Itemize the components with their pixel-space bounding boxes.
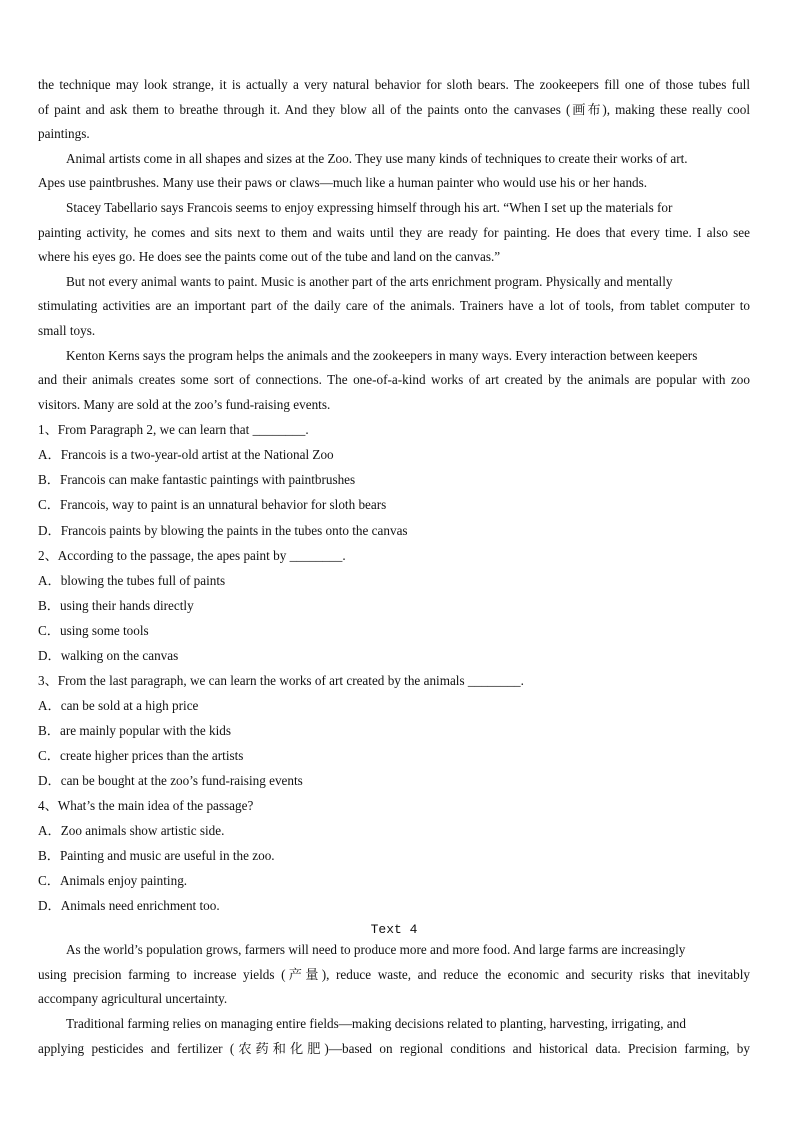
text-line: paintings. bbox=[38, 126, 90, 142]
answer-option: B．are mainly popular with the kids bbox=[38, 722, 232, 738]
text-line: Kenton Kerns says the program helps the animals and the zookeepers in many ways. Every interaction between keepers bbox=[66, 347, 698, 363]
text-line: Traditional farming relies on managing entire fields—making decisions related to planting, harvesting, irrigating, and bbox=[66, 1016, 686, 1032]
answer-option: B．Francois can make fantastic paintings with paintbrushes bbox=[38, 472, 356, 488]
answer-option: B．using their hands directly bbox=[38, 597, 194, 613]
section-title: Text 4 bbox=[370, 922, 418, 938]
answer-option: A．Francois is a two-year-old artist at the National Zoo bbox=[38, 447, 334, 463]
answer-option: D．Francois paints by blowing the paints in the tubes onto the canvas bbox=[38, 522, 408, 538]
text-line: But not every animal wants to paint. Music is another part of the arts enrichment program. Physically and mentally bbox=[66, 273, 673, 289]
text-line: visitors. Many are sold at the zoo’s fund-raising events. bbox=[38, 396, 331, 412]
question-stem: 3、From the last paragraph, we can learn the works of art created by the animals ________. bbox=[38, 672, 524, 688]
question-stem: 4、What’s the main idea of the passage? bbox=[38, 798, 254, 814]
answer-option: A．can be sold at a high price bbox=[38, 697, 199, 713]
document-page bbox=[38, 73, 750, 1061]
question-stem: 1、From Paragraph 2, we can learn that ________. bbox=[38, 422, 309, 438]
text-line: small toys. bbox=[38, 322, 96, 338]
answer-option: C．using some tools bbox=[38, 622, 149, 638]
text-line: using precision farming to increase yields (产量), reduce waste, and reduce the economic and security risks that inevitably bbox=[38, 966, 750, 982]
answer-option: A．Zoo animals show artistic side. bbox=[38, 823, 225, 839]
answer-option: C．Animals enjoy painting. bbox=[38, 873, 188, 889]
text-line: Stacey Tabellario says Francois seems to enjoy expressing himself through his art. “When I set up the materials for bbox=[66, 199, 673, 215]
answer-option: D．Animals need enrichment too. bbox=[38, 898, 220, 914]
text-line: painting activity, he comes and sits next to them and waits until they are ready for painting. He does that every time. I also see bbox=[38, 224, 750, 240]
text-line: and their animals creates some sort of connections. The one-of-a-kind works of art created by the animals are popular with zoo bbox=[38, 372, 750, 388]
question-stem: 2、According to the passage, the apes paint by ________. bbox=[38, 547, 346, 563]
answer-option: B．Painting and music are useful in the zoo. bbox=[38, 848, 275, 864]
text-line: stimulating activities are an important part of the daily care of the animals. Trainers have a lot of tools, from tablet computer to bbox=[38, 298, 750, 314]
text-line: accompany agricultural uncertainty. bbox=[38, 991, 228, 1007]
text-line: the technique may look strange, it is actually a very natural behavior for sloth bears. The zookeepers fill one of those tubes full bbox=[38, 77, 750, 92]
answer-option: C．create higher prices than the artists bbox=[38, 747, 244, 763]
answer-option: C．Francois, way to paint is an unnatural behavior for sloth bears bbox=[38, 497, 387, 513]
text-line: Apes use paintbrushes. Many use their paws or claws—much like a human painter who would use his or her hands. bbox=[38, 175, 648, 191]
text-line: where his eyes go. He does see the paints come out of the tube and land on the canvas.” bbox=[38, 249, 501, 265]
text-line: As the world’s population grows, farmers will need to produce more and more food. And large farms are increasingly bbox=[66, 942, 686, 958]
text-line: of paint and ask them to breathe through it. And they blow all of the paints onto the canvases (画布), making these really cool bbox=[38, 101, 750, 117]
answer-option: D．can be bought at the zoo’s fund-raising events bbox=[38, 772, 303, 788]
answer-option: A．blowing the tubes full of paints bbox=[38, 572, 226, 588]
text-line: applying pesticides and fertilizer (农药和化肥)—based on regional conditions and historical data. Precision farming, by bbox=[38, 1040, 750, 1056]
text-line: Animal artists come in all shapes and sizes at the Zoo. They use many kinds of techniques to create their works of art. bbox=[66, 150, 688, 166]
answer-option: D．walking on the canvas bbox=[38, 647, 179, 663]
